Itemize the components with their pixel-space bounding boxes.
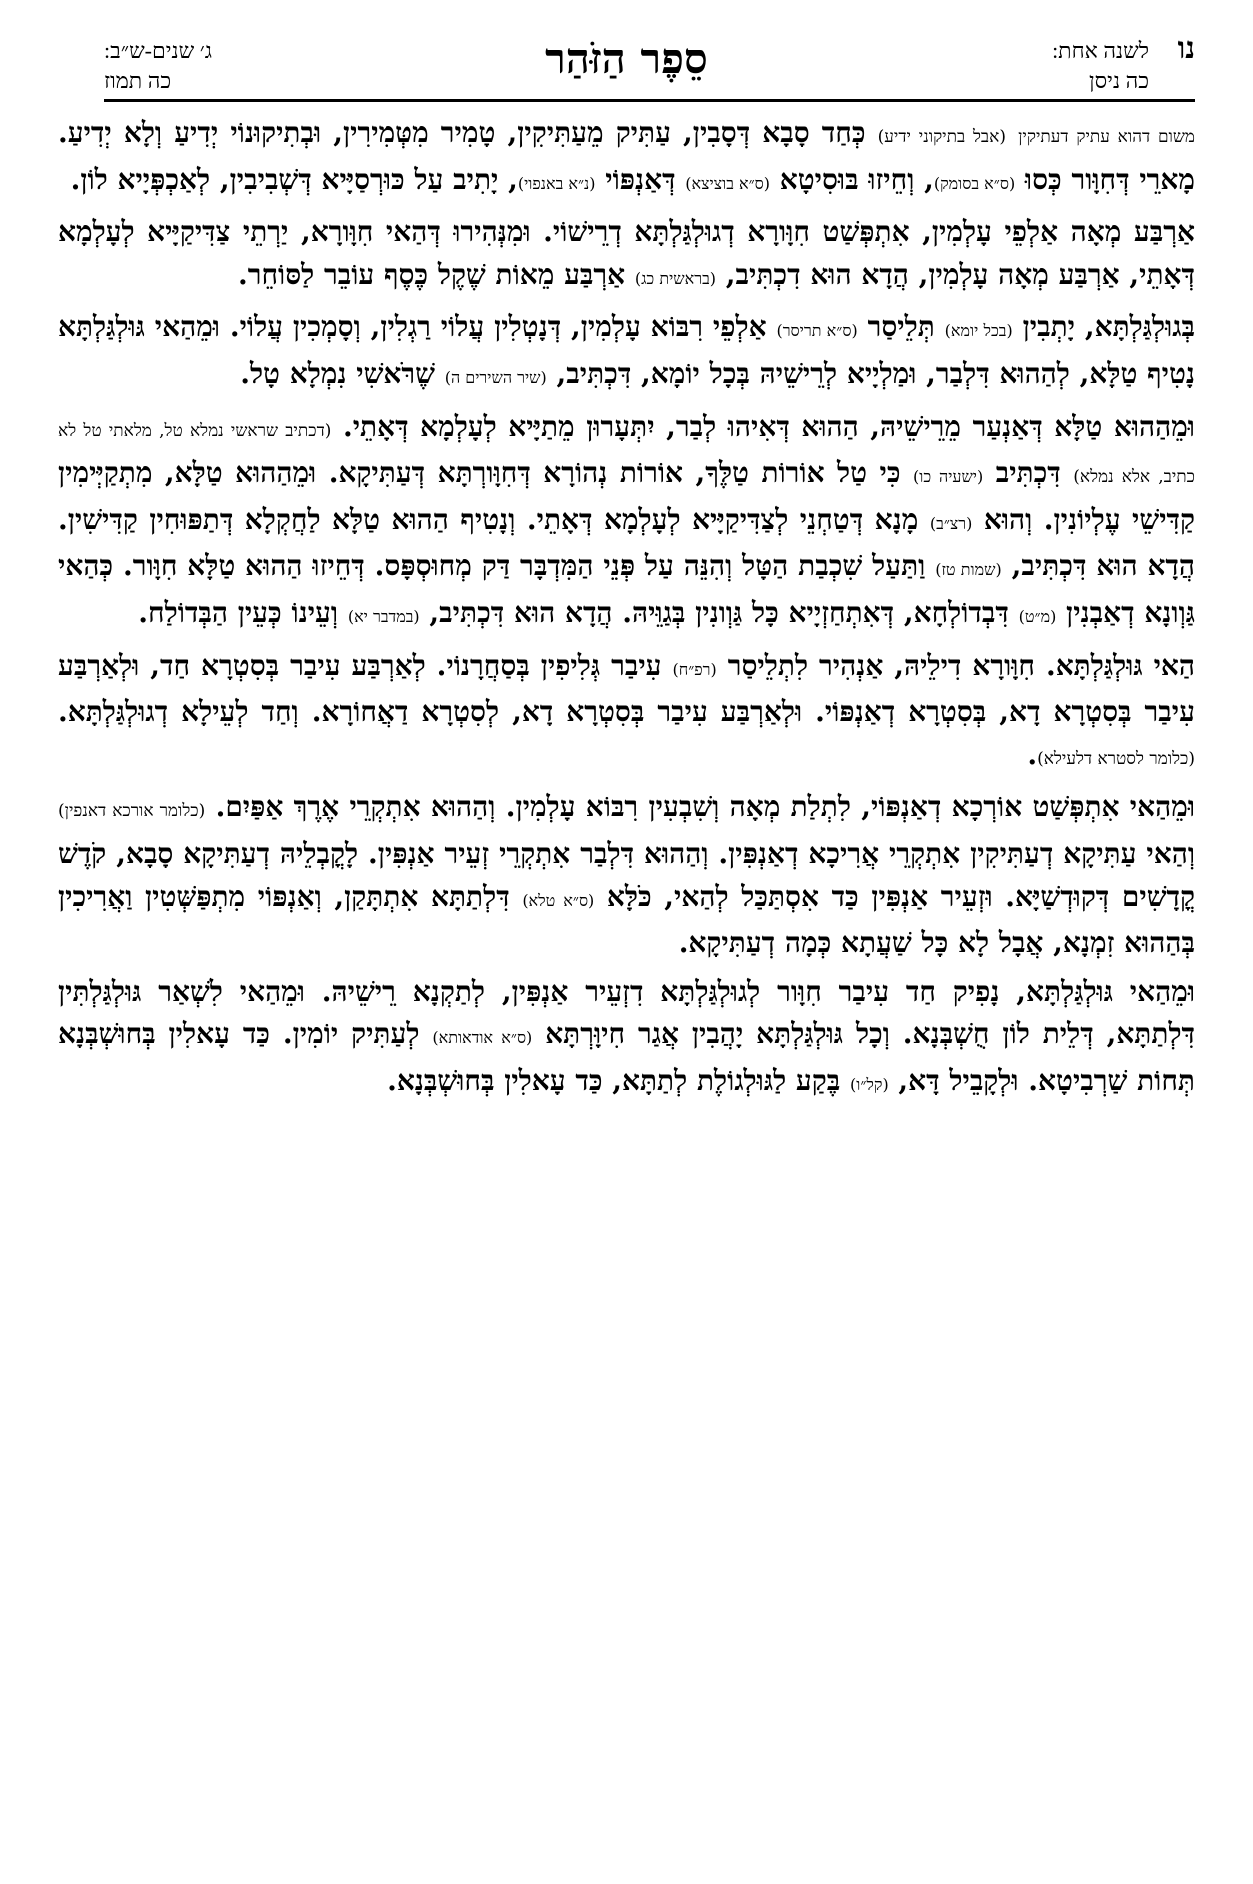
header-right-line1: לשנה אחת: <box>1052 38 1149 63</box>
paragraph <box>58 971 1195 1107</box>
text-segment: בְּגוּלְגַּלְתָּא, יָתְבִין <box>1012 310 1195 344</box>
scripture-reference: (נ״א באנפוי) <box>517 173 596 193</box>
text-segment: בֶּקַע לַגּוּלְגוֹלֶת לְתַתָּא, כַּד עָאלִין בְּחוּשְׁבְּנָא. <box>387 1063 850 1097</box>
text-segment: תְּלֵיסַר <box>857 310 945 344</box>
variant-note: (דכתיב שראשי נמלא טל, מלאתי טל לא כתיב, אלא נמלא) <box>58 420 1195 488</box>
text-segment: דִּכְתִּיב <box>983 456 1074 490</box>
page-header <box>104 36 1149 100</box>
scripture-reference: (שיר השירים ה) <box>444 367 547 387</box>
paragraph <box>58 645 1195 781</box>
scripture-reference: (קל״ו) <box>849 1074 889 1094</box>
text-segment: דִּבְדוֹלְחָא, דְּאִתְחַזְיָיא כָּל גַּוְונִין בְּגַוֵּיהּ. הֲדָא הוּא דִּכְתִּיב, <box>419 595 1019 629</box>
text-segment: הַאי גּוּלְגַּלְתָּא. חִוָּורָא דִילֵיהּ, אַנְהִיר לִתְלֵיסַר <box>716 648 1195 682</box>
paragraph <box>58 306 1195 399</box>
page-number: נו <box>1177 31 1195 66</box>
scripture-reference: (בראשית כג) <box>634 268 717 288</box>
text-segment: וְהַאי עַתִּיקָא דְעַתִּיקִין אִתְקְרֵי אֲרִיכָא דְאַנְפִּין. וְהַהוּא דִּלְבַר אִתְקְרֵי זְעֵיר אַנְפִּין. לָקֳבְלֵיהּ דְעַתִּיקָא סָבָא, קֹדֶשׁ קֳדָשִׁים דְּקוּדְשַׁיָּא. וּזְעֵיר אַנְפִּין כַּד אִסְתַּכַּל לְהַאי, כֹּלָּא <box>58 836 1195 913</box>
scripture-reference: (ס״א תריסר) <box>776 321 858 341</box>
text-segment: , יָתִיב עַל כּוּרְסַיָּיא דְּשְׁבִיבִין, לְאַכְפְּיָיא לוֹן. <box>70 162 518 196</box>
text-segment: דִּלְתַתָּא אִתְתָּקַן, וְאַנְפּוֹי מִתְפַּשְּׁטִין וַאֲרִיכִין בְּהַהוּא זִמְנָא, אֲבָל לָא כָּל שַׁעֲתָא כְּמָה דְעַתִּיקָא. <box>58 879 1195 960</box>
scripture-reference: (ישעיה כו) <box>913 467 984 487</box>
scripture-reference: (שמות טז) <box>935 560 1002 580</box>
scripture-reference: (ס״א אודאותא) <box>432 1028 533 1048</box>
text-segment: מָנָא דְּטַחְנֵי לְצַדִּיקַיָּיא לְעָלְמָא דְּאָתֵי. וְנָטִיף הַהוּא טַלָּא לַחֲקְלָא דְּתַפּוּחִין קַדִּישִׁין. הֲדָא הוּא דִּכְתִּיב, <box>58 502 1196 583</box>
paragraph <box>58 786 1195 964</box>
text-segment: וְעֵינוֹ כְּעֵין הַבְּדוֹלַח. <box>138 595 348 629</box>
header-left-line1: ג׳ שנים-ש״ב: <box>104 38 213 63</box>
scripture-reference: (במדבר יא) <box>347 606 420 626</box>
paragraph <box>58 406 1195 639</box>
text-segment: וּמֵהַאי גּוּלְגַּלְתָּא, נָפִיק חַד עִיבַר חִוָּור לְגוּלְגַּלְתָּא דִזְעֵיר אַנְפִּין, לְתַקְנָא רֵישֵׁיהּ. וּמֵהַאי לִשְׁאַר גּוּלְגַּלְתִּין דִּלְתַתָּא, דְּלֵית לוֹן חֻשְׁבְּנָא. וְכָל גּוּלְגַּלְתָּא יָהֲבִין אֲגַר חִיוָּרְתָּא <box>58 974 1196 1051</box>
text-segment: שֶׁרֹּאשִׁי נִמְלָא טָל. <box>240 356 445 390</box>
variant-note: משום דהוא עתיק דעתיקין <box>1018 127 1196 147</box>
scripture-reference: (רצ״ב) <box>929 513 973 533</box>
text-segment: אַלְפֵי רִבּוֹא עָלְמִין, דְּנָטְלִין עֲלוֹי רַגְלִין, וְסָמְכִין עֲלוֹי. וּמֵהַאי גּוּלְגַּלְתָּא נָטִיף טַלָּא, לְהַהוּא דִּלְבַר, וּמַלְיָיא לְרֵישֵׁיהּ בְּכָל יוֹמָא, דִּכְתִּיב, <box>58 310 1195 390</box>
text-segment: וַתַּעַל שִׁכְבַת הַטָּל וְהִנֵּה עַל פְּנֵי הַמִּדְבָּר דַּק מְחוּסְפָּס. דְּחֵיזוּ הַהוּא טַלָּא חִוָּור. כְּהַאי גַּוְונָא דְאַבְנִין <box>58 549 1195 629</box>
scripture-reference: (ס״א בוציצא) <box>685 173 771 193</box>
text-segment: כִּי טַל אוֹרוֹת טַלֶּךָ, אוֹרוֹת נְהוֹרָא דְּחִוָּורְתָּא דְּעַתִּיקָא. וּמֵהַהוּא טַלָּא, מִתְקַיְּימִין קַדִּישֵׁי עֶלְיוֹנִין. וְהוּא <box>58 456 1195 536</box>
paragraph <box>58 112 1195 205</box>
header-rule <box>104 99 1195 102</box>
text-segment: , וְחֵיזוּ בּוּסִיטָא <box>770 162 934 196</box>
scripture-reference: (בכל יומא) <box>944 321 1013 341</box>
text-segment: עִיבַר גְּלִיפִין בְּסַחֲרָנוֹי. לְאַרְבַּע עִיבַר בְּסִטְרָא חַד, וּלְאַרְבַּע עִיבַר בְּסִטְרָא דָא, בְּסִטְרָא דְאַנְפּוֹי. וּלְאַרְבַּע עִיבַר בְּסִטְרָא דָא, לְסִטְרָא דַאֲחוֹרָא. וְחַד לְעֵילָא דְגוּלְגַּלְתָּא. <box>58 648 1195 729</box>
text-segment: . <box>1027 737 1038 771</box>
book-title: סֵפֶר הַזֹּהַר <box>545 34 708 83</box>
scripture-reference: (רפ״ח) <box>672 659 717 679</box>
text-segment: וּמֵהַאי אִתְפְּשַׁט אוֹרְכָא דְאַנְפּוֹי, לִתְלַת מְאָה וְשִׁבְעִין רִבּוֹא עָלְמִין. וְהַהוּא אִתְקְרֵי אֶרֶךְ אַפַּיִם. <box>205 790 1195 824</box>
text-segment: כְּחַד סָבָא דְּסָבִין, עַתִּיק מֵעַתִּיקִין, טָמִיר מִטְּמִירִין, וּבְתִיקוּנוֹי יְדִיעַ וְלָא יְדִיעַ. מָארֵי דְּחִוָּור כְּסוּ <box>58 116 1195 196</box>
text-segment: דְּאַנְפּוֹי <box>595 162 686 196</box>
text-segment: וּמֵהַהוּא טַלָּא דְּאַנְעַר מֵרֵישֵׁיהּ, הַהוּא דְּאִיהוּ לְבַר, יִתְּעָרוּן מֵתַיָּיא לְעָלְמָא דְּאָתֵי. <box>331 409 1195 443</box>
header-left-line2: כה תמוז <box>104 68 172 93</box>
variant-note: (כלומר לסטרא דלעילא) <box>1037 748 1195 769</box>
header-left-note <box>104 36 212 96</box>
text-segment: אַרְבַּע מְאָה אַלְפֵי עָלְמִין, אִתְפְּשַׁט חִוָּורָא דְגוּלְגַּלְתָּא דְרֵישׁוֹי. וּמִנְּהִירוּ דְּהַאי חִוָּורָא, יַרְתֵי צַדִּיקַיָּיא לְעָלְמָא דְּאָתֵי, אַרְבַּע מְאָה עָלְמִין, הֲדָא הוּא דִכְתִּיב, <box>58 215 1196 291</box>
scripture-reference: (ס״א טלא) <box>522 890 595 910</box>
text-segment <box>1006 116 1018 149</box>
main-text <box>58 112 1195 1112</box>
text-segment: לְעַתִּיק יוֹמִין. כַּד עָאלִין בְּחוּשְׁבְּנָא תְּחוֹת שַׁרְבִיטָא. וּלְקָבֵיל דָּא, <box>58 1017 1195 1097</box>
paragraph <box>58 211 1195 300</box>
variant-note: (אבל בתיקוני ידיע) <box>877 127 1006 147</box>
variant-note: (כלומר אורכא דאנפין) <box>58 801 206 822</box>
scripture-reference: (ס״א בסומק) <box>933 173 1016 193</box>
text-segment: אַרְבַּע מֵאוֹת שֶׁקֶל כֶּסֶף עוֹבֵר לַסּוֹחֵר. <box>237 257 635 291</box>
header-right-line2: כה ניסן <box>1089 68 1149 93</box>
scripture-reference: (מ״ט) <box>1018 606 1057 626</box>
